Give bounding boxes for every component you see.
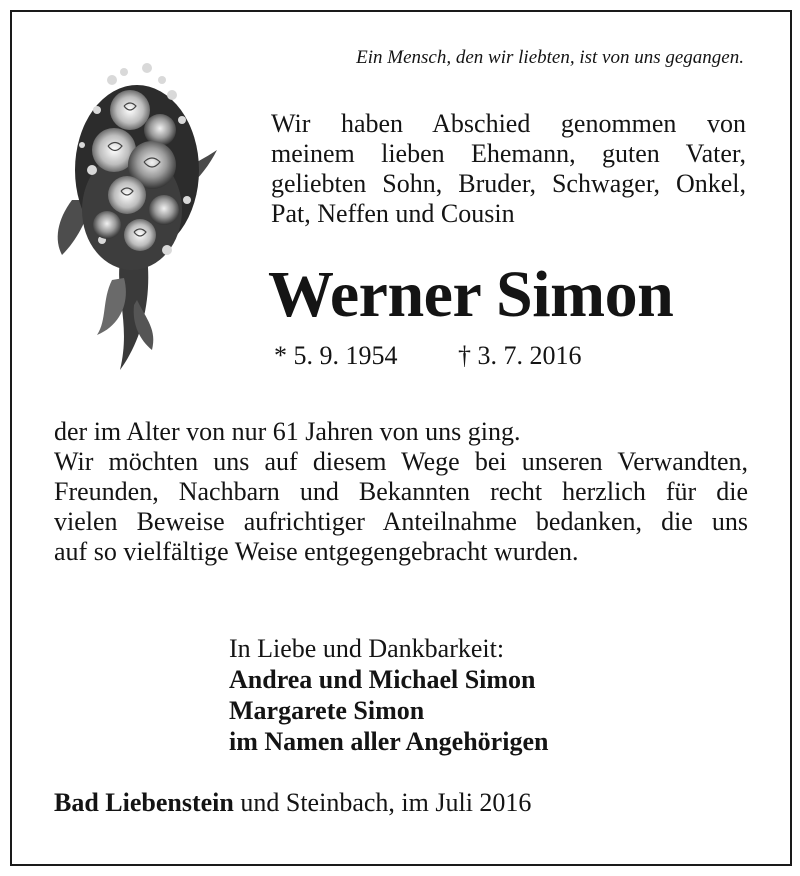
life-dates (274, 340, 674, 372)
place-date: und Steinbach, im Juli 2016 (233, 788, 532, 817)
motto: Ein Mensch, den wir liebten, ist von uns gegangen. (356, 47, 744, 68)
thanks-heading: In Liebe und Dankbarkeit: (229, 634, 505, 663)
intro-text (271, 109, 746, 229)
birth-date: * 5. 9. 1954 (274, 341, 398, 370)
intro-line: geliebten Sohn, Bruder, Schwager, Onkel, (271, 169, 746, 198)
body-line: auf so vielfältige Weise entgegengebracht wurden. (54, 537, 579, 566)
place-name: Bad Liebenstein (54, 788, 234, 817)
body-line: vielen Beweise aufrichtiger Anteilnahme bedanken, die uns (54, 507, 748, 536)
deceased-name: Werner Simon (268, 258, 674, 331)
intro-line: Wir haben Abschied genommen von (271, 109, 746, 138)
death-date: † 3. 7. 2016 (458, 341, 582, 370)
signatory: Margarete Simon (229, 696, 425, 725)
signature-block (229, 633, 749, 757)
body-line: Wir möchten uns auf diesem Wege bei unseren Verwandten, (54, 447, 748, 476)
body-line: Freunden, Nachbarn und Bekannten recht herzlich für die (54, 477, 748, 506)
flower-bouquet-icon (52, 50, 222, 375)
signatory: im Namen aller Angehörigen (229, 727, 549, 756)
place-and-date (54, 788, 754, 818)
intro-line: Pat, Neffen und Cousin (271, 199, 515, 228)
signatory: Andrea und Michael Simon (229, 665, 536, 694)
thanks-text (54, 417, 748, 567)
intro-line: meinem lieben Ehemann, guten Vater, (271, 139, 746, 168)
body-line: der im Alter von nur 61 Jahren von uns ging. (54, 417, 521, 446)
